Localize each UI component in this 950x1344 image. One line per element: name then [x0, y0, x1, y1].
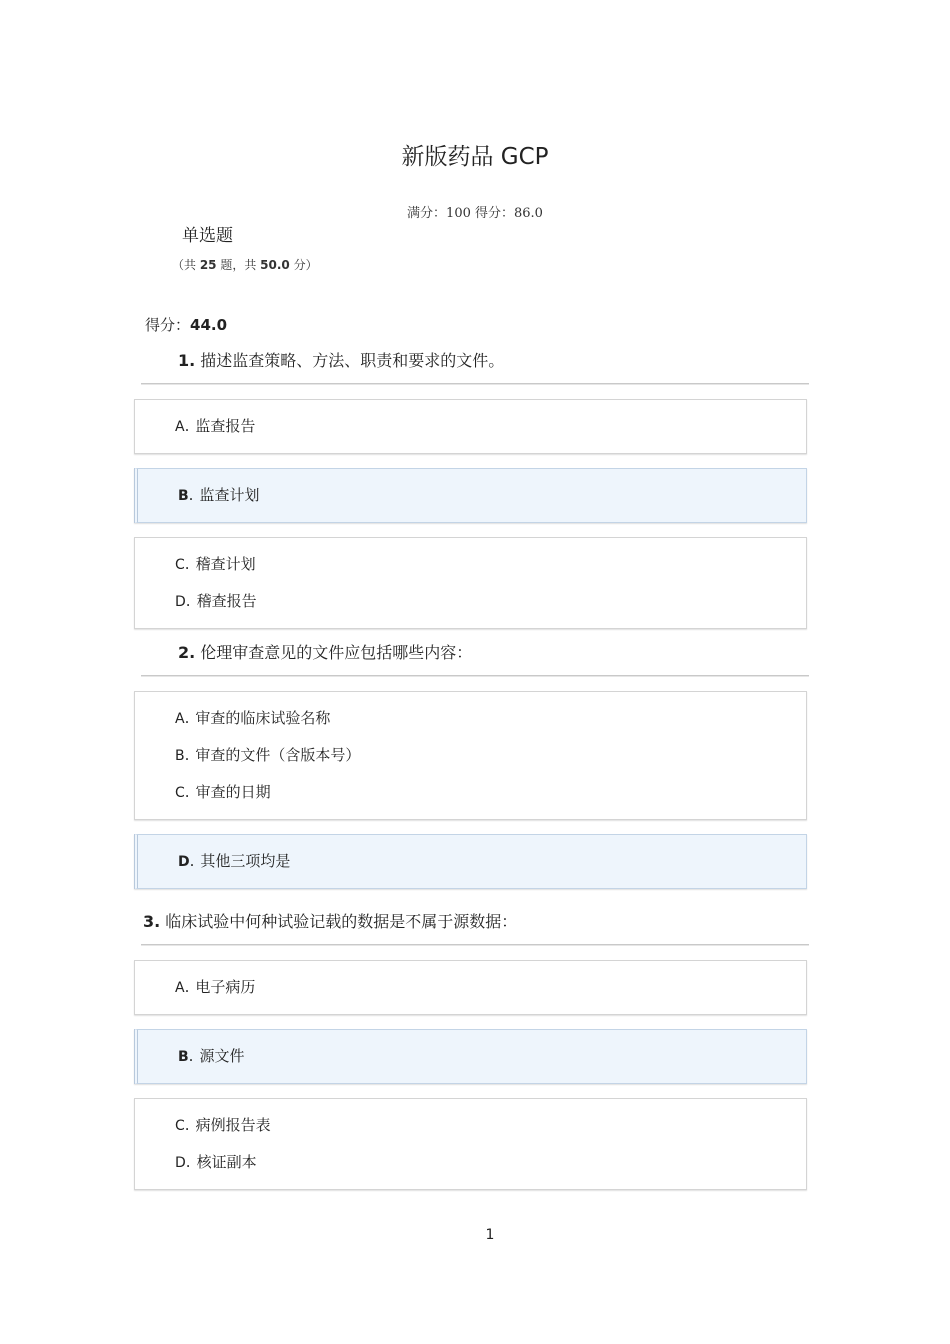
question-1 [141, 348, 809, 643]
option-group[interactable] [134, 537, 807, 629]
option-text: 稽查报告 [196, 592, 257, 610]
option-group[interactable] [134, 960, 807, 1015]
option-b[interactable]: B. 监查计划 [178, 486, 260, 504]
option-text: 其他三项均是 [200, 852, 291, 870]
option-b[interactable]: B. 源文件 [178, 1047, 245, 1065]
question-divider [141, 944, 809, 946]
option-text: 审查的临床试验名称 [195, 709, 331, 727]
total-score-line: 满分：100 得分：86.0 [407, 206, 543, 221]
option-text: 审查的文件（含版本号） [195, 746, 361, 764]
question-count: 25 [199, 258, 217, 272]
question-number: 1. [178, 351, 196, 370]
option-text: 审查的日期 [195, 783, 271, 801]
option-d[interactable]: D. 稽查报告 [175, 592, 257, 610]
count-suffix: 分） [289, 258, 318, 272]
document-title: 新版药品 GCP [401, 144, 549, 170]
question-divider [141, 383, 809, 385]
option-letter: D [175, 594, 186, 610]
option-group-selected[interactable] [134, 834, 807, 889]
option-group[interactable] [134, 399, 807, 454]
option-text: 核证副本 [196, 1153, 257, 1171]
question-stem: 描述监查策略、方法、职责和要求的文件。 [195, 351, 505, 370]
option-letter: C [175, 1118, 185, 1134]
question-text [141, 640, 809, 663]
question-3 [141, 909, 809, 1204]
option-letter: B [175, 748, 185, 764]
page-number: 1 [485, 1227, 495, 1243]
option-group-selected[interactable] [134, 1029, 807, 1084]
option-a[interactable]: A. 电子病历 [175, 978, 256, 996]
section-score [145, 314, 227, 335]
section-score-label: 得分： [145, 316, 191, 334]
option-c[interactable]: C. 病例报告表 [175, 1116, 271, 1134]
option-group[interactable] [134, 1098, 807, 1190]
option-letter: A [175, 419, 185, 435]
option-c[interactable]: C. 稽查计划 [175, 555, 256, 573]
question-text [141, 909, 809, 932]
section-title: 单选题 [182, 226, 233, 246]
count-prefix: （共 [172, 258, 200, 272]
question-number: 3. [143, 912, 161, 931]
option-group-selected[interactable] [134, 468, 807, 523]
option-letter: D [178, 854, 190, 870]
question-2 [141, 640, 809, 903]
option-a[interactable]: A. 监查报告 [175, 417, 256, 435]
option-text: 源文件 [199, 1047, 245, 1065]
section-score-value: 44.0 [190, 316, 228, 334]
question-text [141, 348, 809, 371]
section-points: 50.0 [260, 258, 290, 272]
option-b[interactable]: B. 审查的文件（含版本号） [175, 746, 361, 764]
count-mid: 题，共 [216, 258, 261, 272]
question-divider [141, 675, 809, 677]
option-letter: C [175, 557, 185, 573]
option-letter: C [175, 785, 185, 801]
section-count [172, 256, 318, 273]
option-letter: A [175, 980, 185, 996]
option-d[interactable]: D. 其他三项均是 [178, 852, 291, 870]
option-text: 稽查计划 [195, 555, 256, 573]
option-letter: B [178, 488, 189, 504]
option-letter: A [175, 711, 185, 727]
option-d[interactable]: D. 核证副本 [175, 1153, 257, 1171]
option-group[interactable] [134, 691, 807, 820]
question-stem: 临床试验中何种试验记载的数据是不属于源数据： [160, 912, 518, 931]
question-number: 2. [178, 643, 196, 662]
option-text: 监查计划 [199, 486, 260, 504]
option-letter: B [178, 1049, 189, 1065]
option-c[interactable]: C. 审查的日期 [175, 783, 271, 801]
option-text: 病例报告表 [195, 1116, 271, 1134]
option-text: 电子病历 [195, 978, 256, 996]
option-text: 监查报告 [195, 417, 256, 435]
option-letter: D [175, 1155, 186, 1171]
question-stem: 伦理审查意见的文件应包括哪些内容： [195, 643, 473, 662]
option-a[interactable]: A. 审查的临床试验名称 [175, 709, 331, 727]
